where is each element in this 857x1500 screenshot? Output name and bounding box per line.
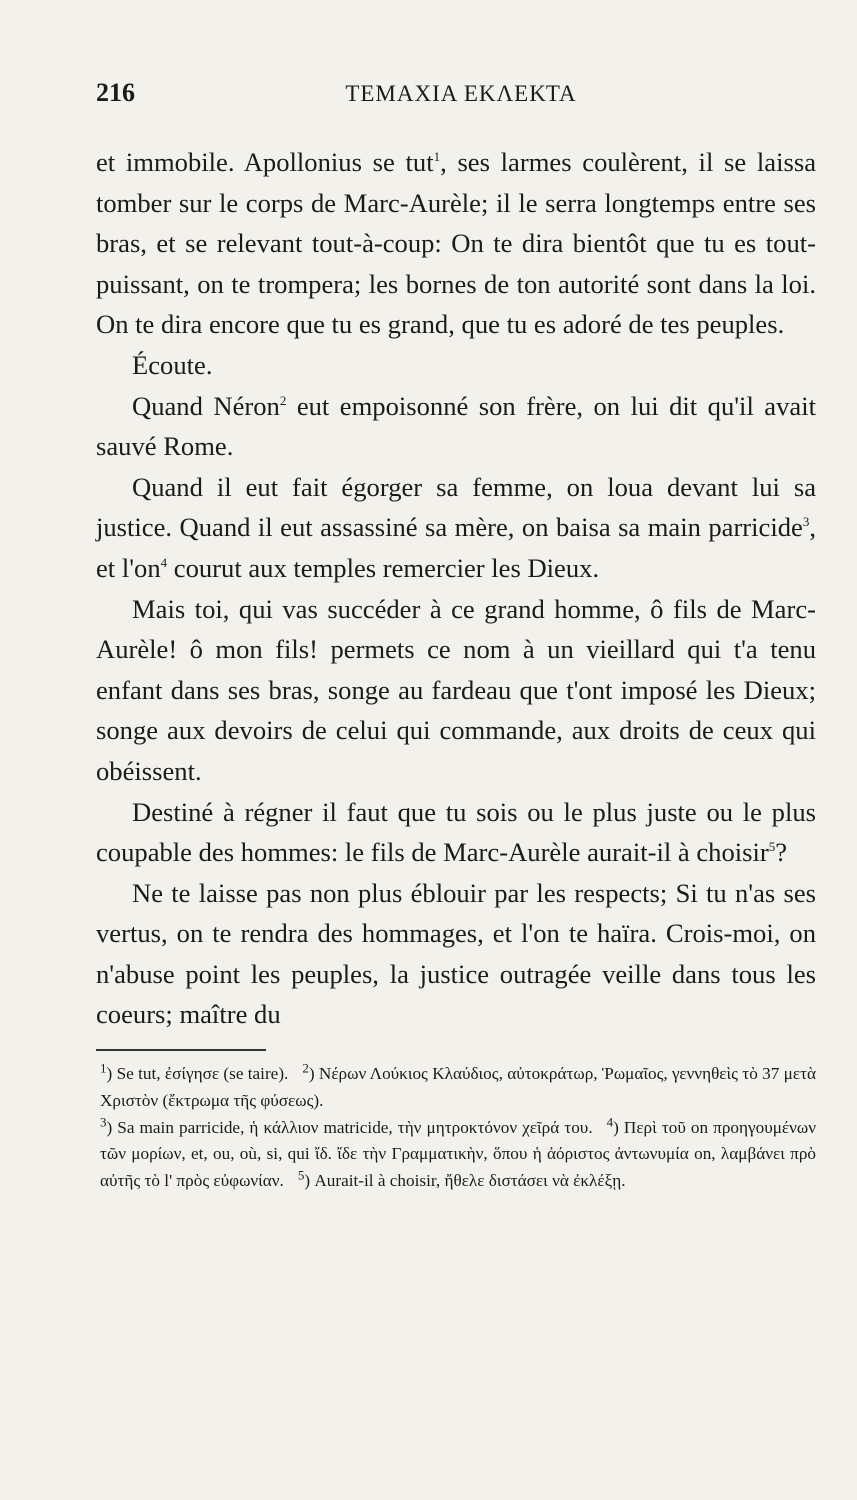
footnotes <box>96 1061 816 1195</box>
paragraph <box>96 873 816 1035</box>
footnote-text: Aurait-il à choisir, ἤθελε διστάσει νὰ ἐκλέξῃ. <box>314 1171 626 1191</box>
paragraph-text: courut aux temples remercier les Dieux. <box>167 552 600 583</box>
paragraph-text: eut empoisonné son frère, on lui dit qu'il avait sauvé Rome. <box>96 390 816 462</box>
footnote-ref: 5 <box>768 839 776 855</box>
book-page <box>96 78 816 1195</box>
paragraph-text: Destiné à régner il faut que tu sois ou le plus juste ou le plus coupable des hommes: le fils de Marc-Aurèle aurait-il à choisir <box>96 796 816 868</box>
footnote-mark: 4 <box>606 1113 614 1129</box>
footnote-text: Sa main parricide, ἡ κάλλιον matricide, τὴν μητροκτόνον χεῖρά του. <box>117 1117 593 1137</box>
footnote-ref: 2 <box>279 392 287 408</box>
page-header <box>96 78 816 122</box>
paragraph <box>96 386 816 467</box>
paragraph-text: , ses larmes coulèrent, il se laissa tomber sur le corps de Marc-Aurèle; il le serra longtemps entre ses bras, et se relevant tout-à-coup: On te dira bientôt que tu es tout-puissant, on te trompera; les bornes de ton autorité sont dans la loi. On te dira encore que tu es grand, que tu es adoré de tes peuples. <box>96 147 816 340</box>
paragraph <box>96 792 816 873</box>
paragraph <box>96 142 816 345</box>
paragraph-text: Ne te laisse pas non plus éblouir par les respects; Si tu n'as ses vertus, on te rendra des hommages, et l'on te haïra. Crois-moi, on n'abuse point les peuples, la justice outragée veille dans tous les coeurs; maître du <box>96 877 816 1030</box>
footnote-group: $^1$) Se tut, ἐσίγησε (se taire). $^2$) Νέρων Λούκιος Κλαύδιος, αὐτοκράτωρ, Ῥωμαῖος, γεννηθεὶς τὸ 37 μετὰ Χριστὸν (ἔκτρωμα τῆς φύσεως). <box>100 1060 817 1110</box>
footnote-group: $^3$) Sa main parricide, ἡ κάλλιον matricide, τὴν μητροκτόνον χεῖρά του. $^4$) Περὶ τοῦ on προηγουμένων τῶν μορίων, et, ou, où, si, qui ἴδ. ἴδε τὴν Γραμματικὴν, ὅπου ἡ ἀόριστος ἀντωνυμία on, λαμβάνει πρὸ αὐτῆς τὸ l' πρὸς εὐφωνίαν. $^5$) Aurait-il à choisir, ἤθελε διστάσει νὰ ἐκλέξῃ. <box>100 1113 816 1191</box>
running-title: ΤΕΜΑΧΙΑ ΕΚΛΕΚΤΑ <box>345 81 577 106</box>
paragraph-text: Quand il eut fait égorger sa femme, on loua devant lui sa justice. Quand il eut assassiné sa mère, on baisa sa main parricide <box>96 471 816 543</box>
footnote-mark: 5 <box>297 1167 305 1183</box>
footnote-ref: 4 <box>160 555 168 571</box>
paragraph-text: et immobile. Apollonius se tut <box>96 147 434 177</box>
paragraph <box>96 345 816 386</box>
footnote-mark: 2 <box>302 1060 309 1076</box>
footnote-mark: 3 <box>100 1113 107 1129</box>
paragraph-text: Mais toi, qui vas succéder à ce grand homme, ô fils de Marc-Aurèle! ô mon fils! permets ce nom à un vieillard qui t'a tenu enfant dans ses bras, songe au fardeau que t'ont imposé les Dieux; songe aux devoirs de celui qui commande, aux droits de ceux qui obéissent. <box>96 593 816 786</box>
footnote-text: Se tut, ἐσίγησε (se taire). <box>116 1064 289 1084</box>
footnote-ref: 3 <box>802 514 810 530</box>
page-number: 216 <box>96 78 135 107</box>
main-text <box>96 142 816 1035</box>
paragraph-text: Écoute. <box>132 349 213 380</box>
footnote-text: Περὶ τοῦ on προηγουμένων τῶν μορίων, et, ou, où, si, qui ἴδ. ἴδε τὴν Γραμματικὴν, ὅπου ἡ ἀόριστος ἀντωνυμία on, λαμβάνει πρὸ αὐτῆς τὸ l' πρὸς εὐφωνίαν. <box>100 1117 816 1191</box>
paragraph <box>96 589 816 792</box>
paragraph <box>96 467 816 589</box>
paragraph-text: ? <box>775 837 788 868</box>
paragraph-text: , et l'on <box>96 512 816 583</box>
paragraph-text: Quand Néron <box>132 390 280 421</box>
footnote-divider <box>96 1049 266 1051</box>
footnote-ref: 1 <box>433 149 441 165</box>
footnote-text: Νέρων Λούκιος Κλαύδιος, αὐτοκράτωρ, Ῥωμαῖος, γεννηθεὶς τὸ 37 μετὰ Χριστὸν (ἔκτρωμα τῆς φύσεως). <box>100 1064 817 1110</box>
footnote-mark: 1 <box>100 1060 107 1076</box>
